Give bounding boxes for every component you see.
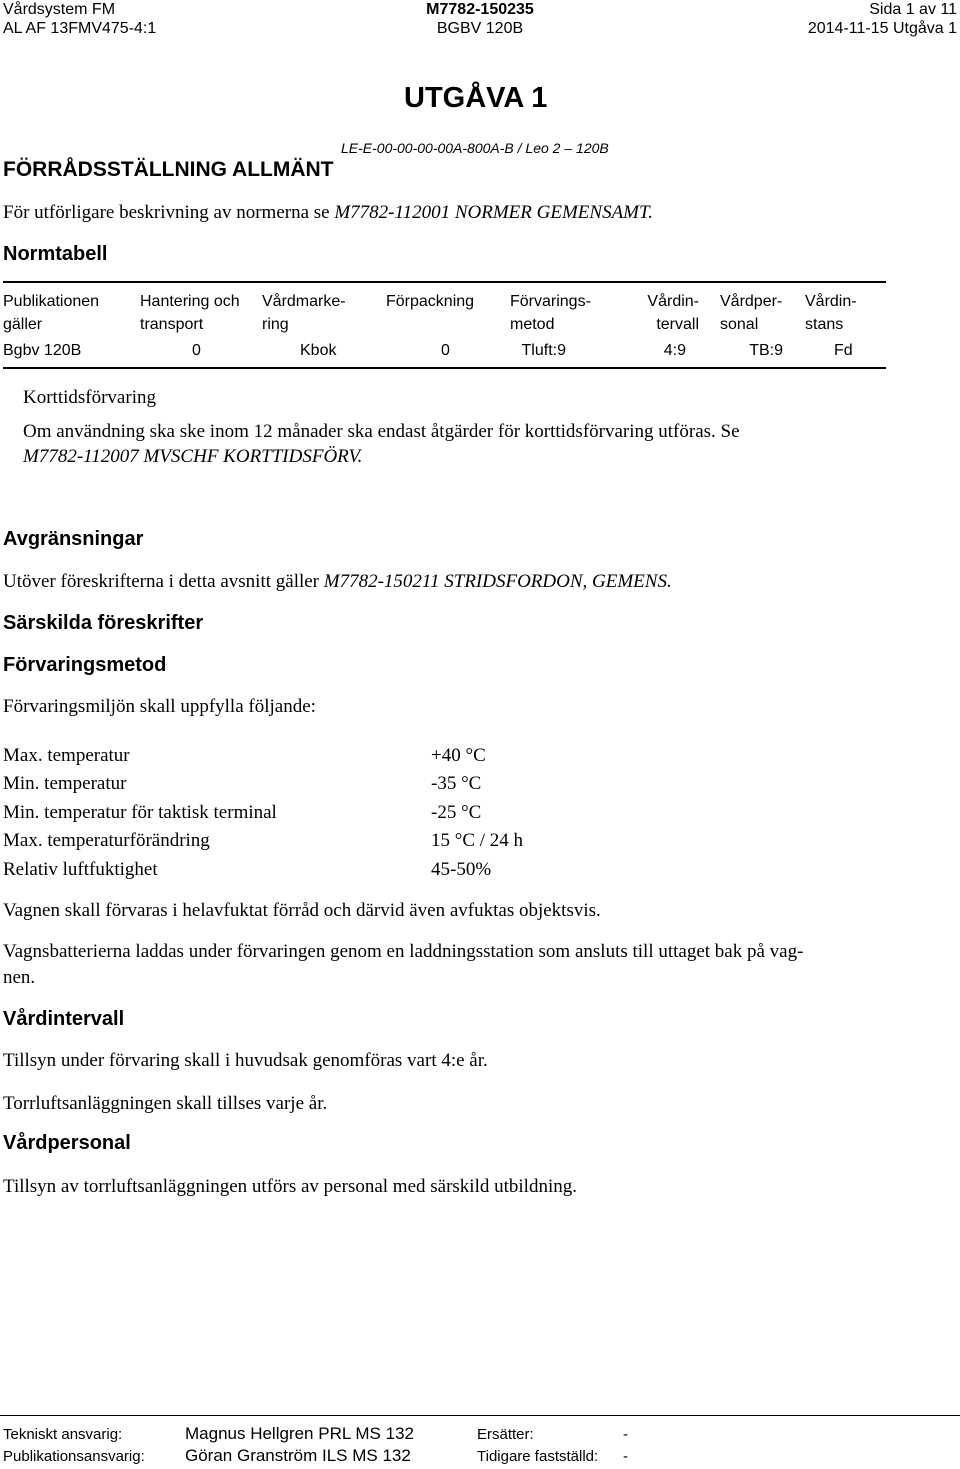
footer-replaces-value: - (623, 1426, 628, 1443)
footer-prev-label: Tidigare fastställd: (477, 1448, 599, 1465)
footer-prev-value: - (623, 1448, 628, 1465)
col-vardpersonal: Vårdper- sonal (720, 293, 783, 333)
intro-text (3, 202, 653, 224)
storage-paragraph-2-line-1: Vagnsbatterierna laddas under förvaringen genom en laddningsstation som ansluts till uttaget bak på vag- (3, 941, 804, 962)
cell-hantering: 0 (192, 342, 201, 359)
param-label: Min. temperatur för taktisk terminal (3, 802, 277, 823)
cell-vardpersonal: TB:9 (749, 342, 783, 359)
header-system: Vårdsystem FM (3, 1, 116, 18)
interval-paragraph-1: Tillsyn under förvaring skall i huvudsak genomföras vart 4:e år. (3, 1050, 488, 1071)
interval-paragraph-2: Torrluftsanläggningen skall tillses varje år. (3, 1093, 328, 1114)
param-value: 15 °C / 24 h (431, 830, 524, 851)
limits-heading: Avgränsningar (3, 528, 144, 550)
normtable-top-rule (3, 281, 886, 283)
footer-pub-value: Göran Granström ILS MS 132 (185, 1446, 411, 1465)
footer-pub-label: Publikationsansvarig: (3, 1448, 145, 1465)
header-vehicle: BGBV 120B (436, 20, 524, 37)
limits-reference-link[interactable]: M7782-150211 STRIDSFORDON, GEMENS. (323, 571, 672, 592)
storage-method-intro: Förvaringsmiljön skall uppfylla följande: (3, 696, 316, 717)
short-term-text: Om användning ska ske inom 12 månader ska endast åtgärder för korttidsförvaring utföras. Se (23, 421, 740, 442)
footer-tech-label: Tekniskt ansvarig: (3, 1426, 123, 1443)
col-vardintervall: Vårdin- tervall (647, 293, 699, 333)
limits-text (3, 571, 672, 593)
short-term-reference-link[interactable]: M7782-112007 MVSCHF KORTTIDSFÖRV. (23, 446, 363, 467)
param-label: Max. temperaturförändring (3, 830, 210, 851)
cell-forvaringsmetod: Tluft:9 (521, 342, 566, 359)
section-heading: FÖRRÅDSSTÄLLNING ALLMÄNT (3, 158, 334, 181)
footer-tech-value: Magnus Hellgren PRL MS 132 (185, 1424, 414, 1443)
cell-vardinstans: Fd (834, 342, 853, 359)
reference-code: LE-E-00-00-00-00A-800A-B / Leo 2 – 120B (341, 140, 609, 156)
col-vardmarkering: Vårdmarke- ring (262, 293, 346, 333)
interval-heading: Vårdintervall (3, 1008, 125, 1030)
personnel-paragraph: Tillsyn av torrluftsanläggningen utförs av personal med särskild utbildning. (3, 1176, 577, 1197)
header-page-number: Sida 1 av 11 (869, 1, 957, 18)
param-value: -35 °C (431, 773, 482, 794)
param-value: 45-50% (431, 859, 492, 880)
param-label: Min. temperatur (3, 773, 127, 794)
param-value: -25 °C (431, 802, 482, 823)
limits-prefix: Utöver föreskrifterna i detta avsnitt gäller (3, 571, 324, 592)
normtable-heading: Normtabell (3, 243, 108, 265)
col-vardinstans: Vårdin- stans (805, 293, 857, 333)
param-label: Relativ luftfuktighet (3, 859, 158, 880)
header-date-edition: 2014-11-15 Utgåva 1 (807, 20, 957, 37)
col-forvaringsmetod: Förvarings- metod (510, 293, 591, 333)
personnel-heading: Vårdpersonal (3, 1132, 131, 1154)
intro-reference-link[interactable]: M7782-112001 NORMER GEMENSAMT. (334, 202, 653, 223)
col-hantering: Hantering och transport (140, 293, 240, 333)
param-value: +40 °C (431, 745, 486, 766)
special-heading: Särskilda föreskrifter (3, 612, 204, 634)
header-document-id: AL AF 13FMV475-4:1 (3, 20, 157, 37)
cell-vardintervall: 4:9 (663, 342, 686, 359)
footer-replaces-label: Ersätter: (477, 1426, 534, 1443)
header-publication-number: M7782-150235 (426, 1, 534, 18)
cell-vardmarkering: Kbok (300, 342, 337, 359)
normtable-bottom-rule (3, 367, 886, 369)
footer-rule (0, 1415, 960, 1416)
cell-publikation: Bgbv 120B (3, 342, 82, 359)
page-title: UTGÅVA 1 (404, 82, 548, 114)
col-publikationen: Publikationen gäller (3, 293, 100, 333)
storage-paragraph-2-line-2: nen. (3, 967, 36, 988)
intro-prefix: För utförligare beskrivning av normerna se (3, 202, 335, 223)
storage-method-heading: Förvaringsmetod (3, 654, 167, 676)
cell-forpackning: 0 (441, 342, 450, 359)
param-label: Max. temperatur (3, 745, 130, 766)
col-forpackning: Förpackning (386, 293, 475, 310)
short-term-heading: Korttidsförvaring (23, 387, 156, 408)
storage-paragraph-1: Vagnen skall förvaras i helavfuktat förråd och därvid även avfuktas objektsvis. (3, 900, 601, 921)
